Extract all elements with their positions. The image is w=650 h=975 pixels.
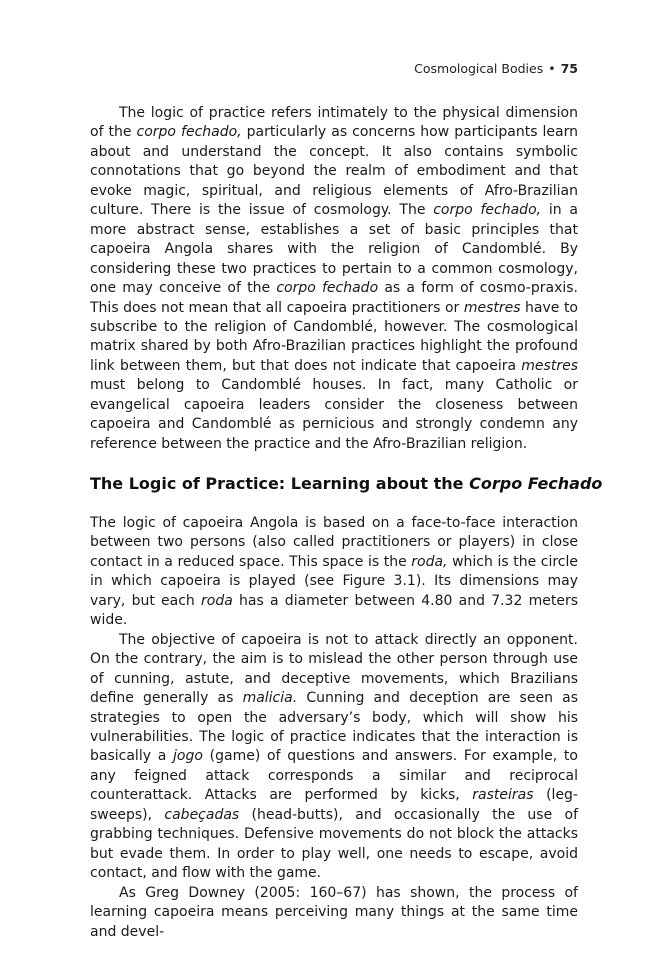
italic-term: mestres (463, 299, 521, 316)
section-heading-text: The Logic of Practice: Learning about the (90, 474, 470, 493)
italic-term: corpo fechado (276, 280, 379, 297)
running-head (414, 61, 578, 76)
page-number: 75 (560, 61, 578, 76)
italic-term: cabeçadas (164, 806, 240, 823)
running-head-separator: • (548, 61, 556, 76)
paragraph: The logic of capoeira Angola is based on a face-to-face interaction between two persons (also called practitioners or players) in close contact in a reduced space. This space is the roda, which is the circle in which capoeira is played (see Figure 3.1). Its dimensions may vary, but each roda has a diameter between 4.80 and 7.32 meters wide. (90, 515, 578, 629)
italic-term: corpo fechado, (433, 202, 542, 219)
body-text-upper (90, 104, 578, 454)
paragraph: The objective of capoeira is not to attack directly an opponent. On the contrary, the aim is to mislead the other person through use of cunning, astute, and deceptive movements, which Brazilians define generally as malicia. Cunning and deception are seen as strategies to open the adversary’s body, which will show his vulnerabilities. The logic of practice indicates that the interaction is basically a jogo (game) of questions and answers. For example, to any feigned attack corresponds a similar and reciprocal counterattack. Attacks are performed by kicks, rasteiras (leg-sweeps), cabeçadas (head-butts), and occasionally the use of grabbing techniques. Defensive movements do not block the attacks but evade them. In order to play well, one needs to escape, avoid contact, and flow with the game. (90, 631, 579, 882)
italic-term: rasteiras (472, 787, 534, 804)
paragraph: The logic of practice refers intimately to the physical dimension of the corpo fechado, particularly as concerns how participants learn about and understand the concept. It also contains symbolic connotations that go beyond the realm of embodiment and that evoke magic, spiritual, and religious elements of Afro-Brazilian culture. There is the issue of cosmology. The corpo fechado, in a more abstract sense, establishes a set of basic principles that capoeira Angola shares with the religion of Candomblé. By considering these two practices to pertain to a common cosmology, one may conceive of the corpo fechado as a form of cosmo-praxis. This does not mean that all capoeira practitioners or mestres have to subscribe to the religion of Candomblé, however. The cosmological matrix shared by both Afro-Brazilian practices highlight the profound link between them, but that does not indicate that capoeira mestres must belong to Candomblé houses. In fact, many Catholic or evangelical capoeira leaders consider the closeness between capoeira and Candomblé as pernicious and strongly condemn any reference between the practice and the Afro-Brazilian religion. (90, 105, 579, 452)
italic-term: malicia. (242, 690, 298, 707)
section-heading-italic: Corpo Fechado (469, 474, 603, 493)
paragraph: As Greg Downey (2005: 160–67) has shown, the process of learning capoeira means perceiving many things at the same time and devel- (90, 884, 578, 940)
italic-term: roda (201, 592, 233, 609)
italic-term: jogo (173, 748, 203, 765)
italic-term: roda, (411, 553, 448, 570)
italic-term: mestres (521, 357, 578, 374)
running-head-title: Cosmological Bodies (414, 61, 544, 76)
body-text-lower (90, 514, 578, 942)
italic-term: corpo fechado, (136, 124, 242, 141)
section-heading (90, 474, 602, 493)
